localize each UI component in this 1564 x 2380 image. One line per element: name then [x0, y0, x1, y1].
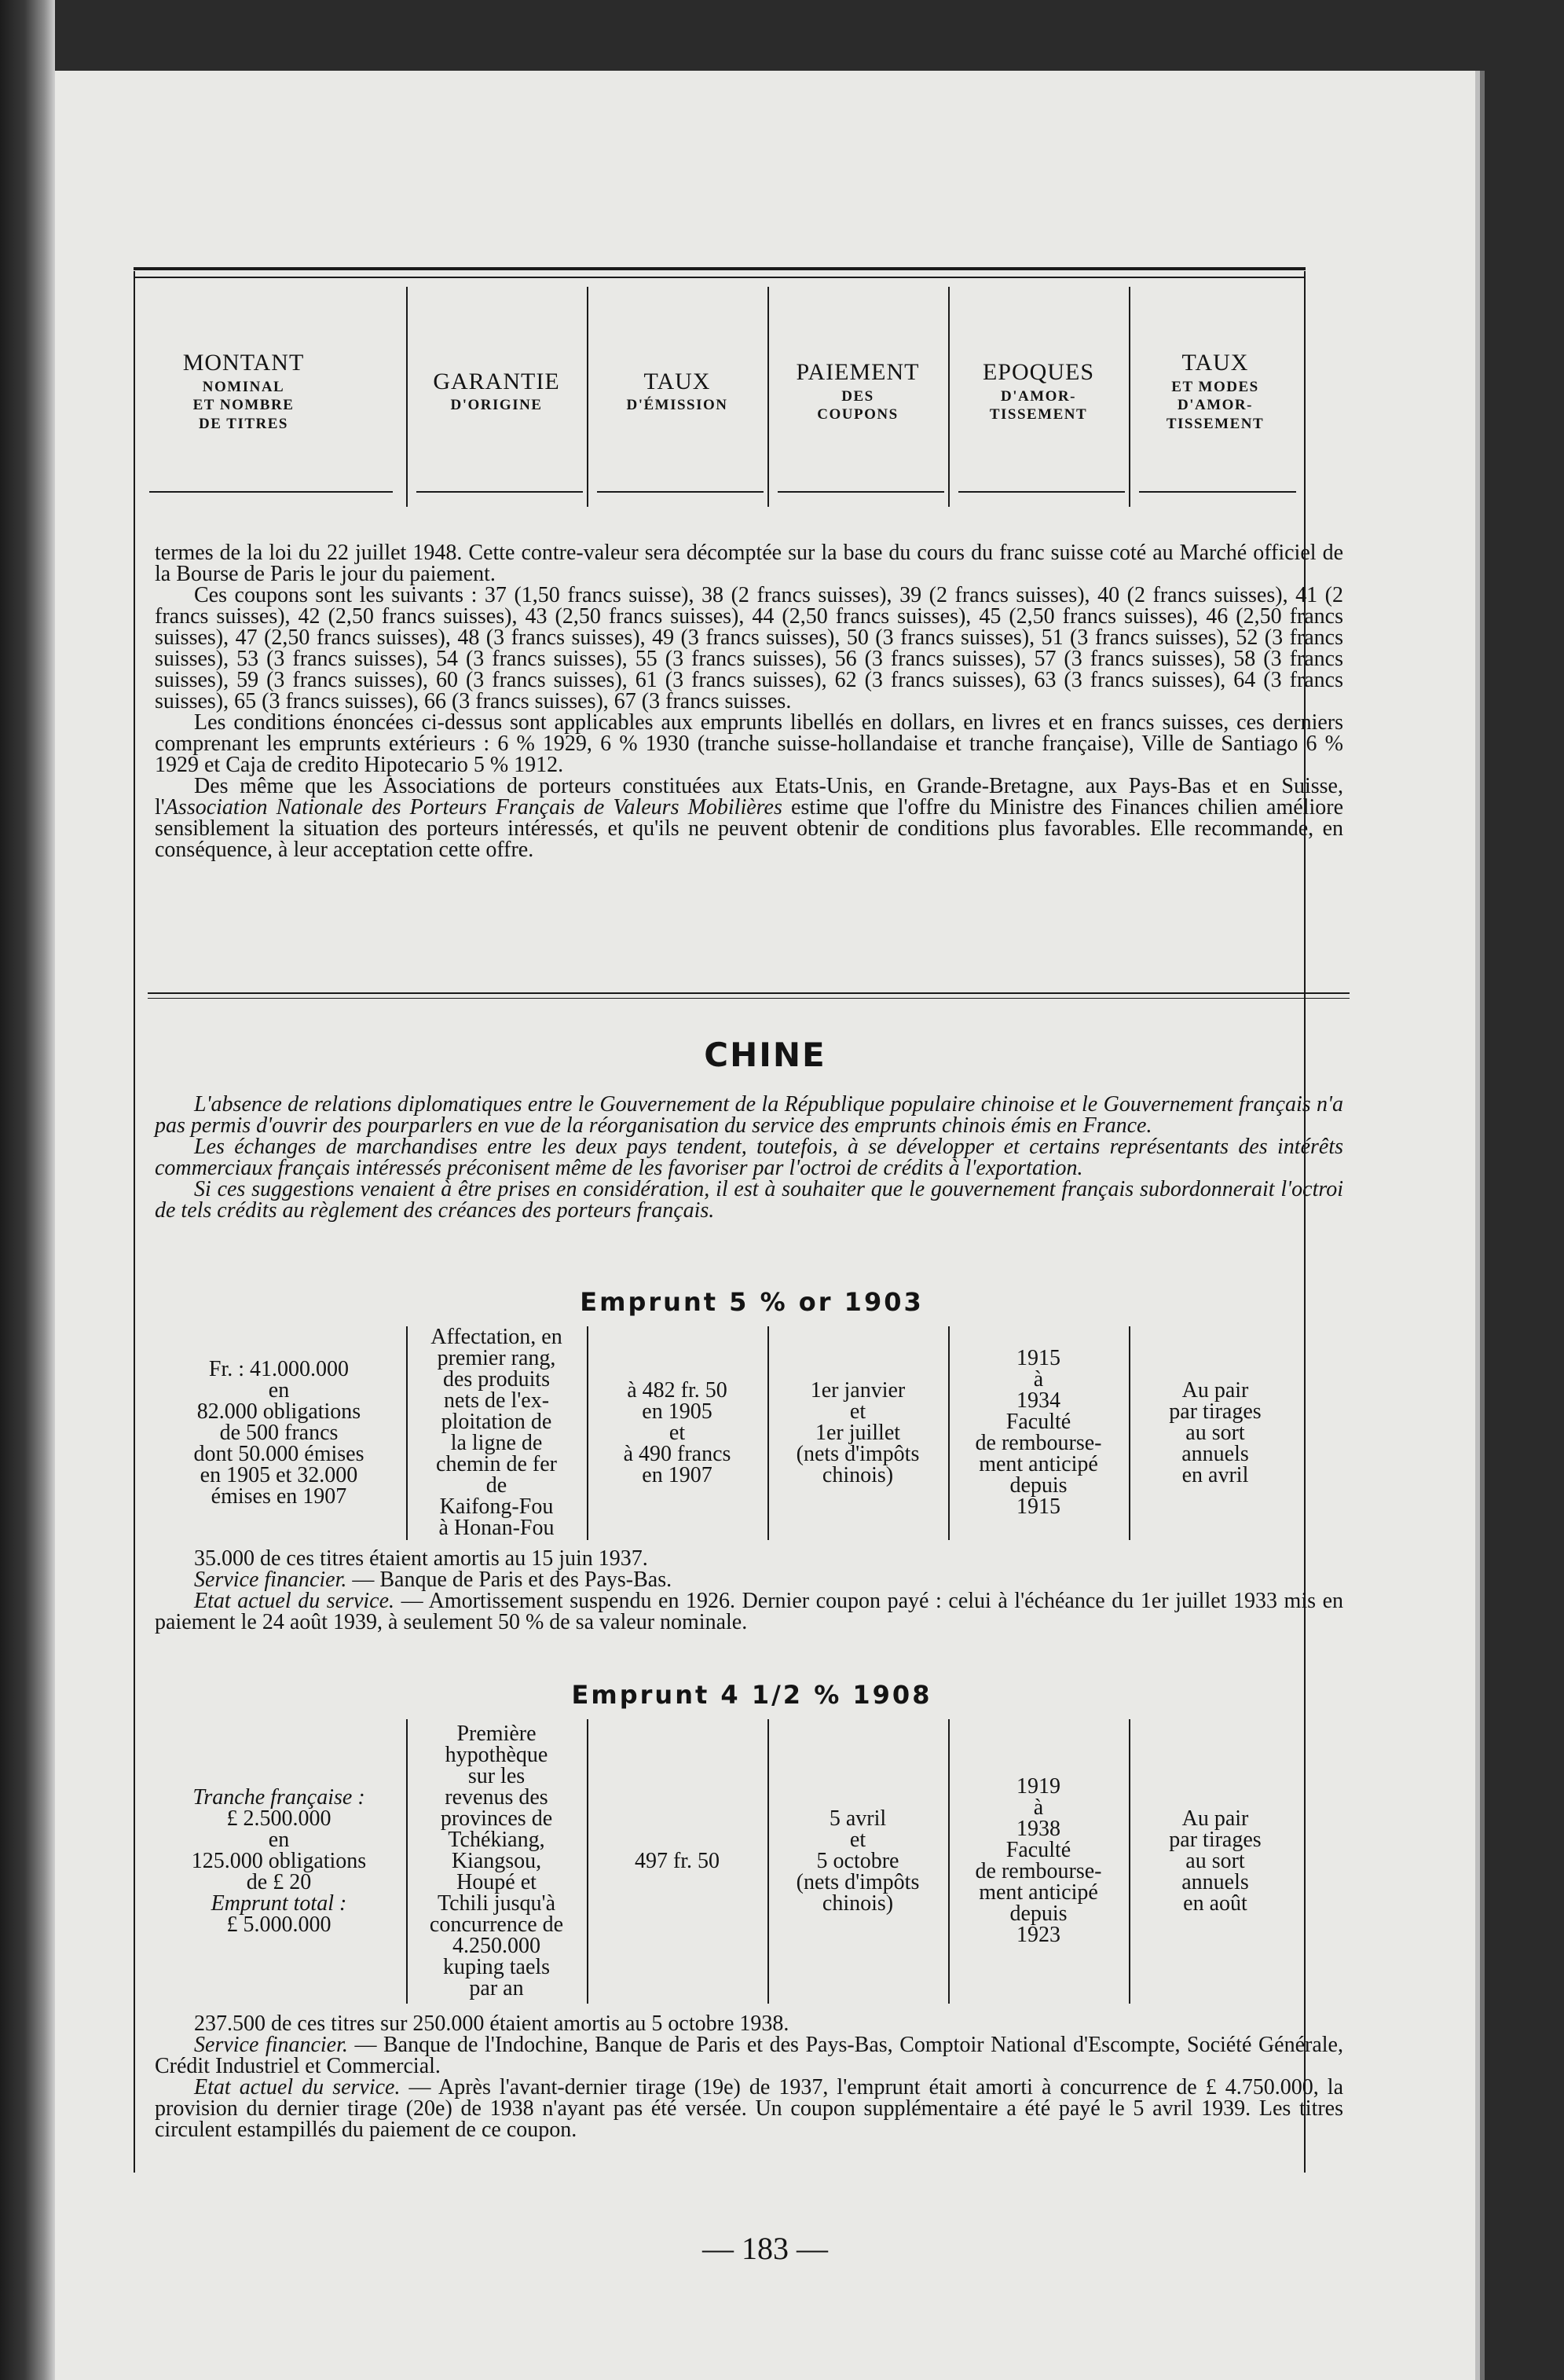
cell-line: kuping taels [442, 1954, 551, 1979]
header-separator [587, 287, 588, 507]
cell-line: depuis [1009, 1473, 1068, 1498]
cell-line: 1923 [1016, 1923, 1060, 1947]
loan-1903-modes [1133, 1326, 1298, 1538]
cell-line: 1919 [1016, 1774, 1060, 1799]
chine-paragraph [155, 1136, 1343, 1179]
chine-text [155, 1094, 1343, 1221]
note-label: Etat actuel du service. [194, 1589, 395, 1613]
loan-1908-title: Emprunt 4 1/2 % 1908 [571, 1680, 932, 1710]
note-text: — Après l'avant-dernier tirage (19e) de 1937, l'emprunt était amorti à concurrence de £ 4.750.000, la provision du dernier tirage (20e) de 1938 n'ayant pas été versée. Un coupon supplémentaire a été payé le 5 avril 1939. Les titres circulent estampillés du paiement de ce coupon. [155, 2075, 1344, 2142]
note-text: — Amortissement suspendu en 1926. Dernier coupon payé : celui à l'échéance du 1er juillet 1933 mis en paiement le 24 août 1939, à seulement 50 % de sa valeur nominale. [155, 1589, 1344, 1634]
loan-1908-garantie [410, 1719, 583, 2002]
header-underline [1139, 491, 1296, 493]
intro-paragraph: Ces coupons sont les suivants : 37 (1,50 francs suisse), 38 (2 francs suisses), 39 (2 francs suisses), 40 (2 francs suisses), 41 (2 francs suisses), 42 (2,50 francs suisses), 43 (2,50 francs suisses), 44 (2,50 francs suisses), 45 (2,50 francs suisses), 46 (2,50 francs suisses), 47 (2,50 francs suisses), 48 (3 francs suisses), 49 (3 francs suisses), 50 (3 francs suisses), 51 (3 francs suisses), 52 (3 francs suisses), 53 (3 francs suisses), 54 (3 francs suisses), 55 (3 francs suisses), 56 (3 francs suisses), 57 (3 francs suisses), 58 (3 francs suisses), 59 (3 francs suisses), 60 (3 francs suisses), 61 (3 francs suisses), 62 (3 francs suisses), 63 (3 francs suisses), 64 (3 francs suisses), 65 (3 francs suisses), 66 (3 francs suisses), 67 (3 francs suisses. [155, 583, 1343, 713]
cell-line: en avril [1181, 1462, 1249, 1487]
cell-line: des produits [442, 1367, 551, 1392]
header-garantie [410, 287, 583, 495]
cell-line: Faculté [1005, 1838, 1071, 1862]
cell-line: en [268, 1827, 290, 1852]
cell-line: Tranche française : [192, 1784, 365, 1810]
loan-1903-montant [149, 1326, 408, 1538]
cell-line: en 1907 [642, 1462, 712, 1487]
cell-line: à Honan-Fou [438, 1516, 555, 1540]
cell-line: la ligne de [450, 1431, 543, 1455]
cell-line: 4.250.000 [452, 1933, 540, 1958]
cell-line: et [849, 1399, 866, 1424]
chine-paragraph [155, 1094, 1343, 1136]
chine-p3: Si ces suggestions venaient à être prises en considération, il est à souhaiter que le gouvernement français subordonnerait l'octroi de tels crédits au règlement des créances des porteurs français. [155, 1177, 1343, 1223]
cell-line: 5 avril [829, 1806, 887, 1831]
header-paiement-sub2: COUPONS [817, 406, 899, 424]
cell-line: dont 50.000 émises [193, 1441, 364, 1466]
header-separator [767, 287, 769, 507]
intro-p4-start: Des même que les Associations de porteurs constituées aux Etats-Unis, en Grande-Bretagne, aux Pays-Bas et en Suisse, l' [155, 774, 1343, 820]
cell-line: chinois) [822, 1890, 894, 1916]
header-montant-sub2: ET NOMBRE [192, 397, 295, 414]
column-separator [948, 1326, 950, 1540]
table-top-rule [134, 267, 1306, 270]
cell-line: de 500 francs [219, 1420, 339, 1445]
cell-line: provinces de [440, 1806, 553, 1831]
cell-line: à 482 fr. 50 [627, 1377, 727, 1403]
note-text: — Banque de Paris et des Pays-Bas. [346, 1568, 672, 1592]
note-label: Etat actuel du service. [194, 2075, 401, 2099]
cell-line: en 1905 [642, 1399, 712, 1424]
header-taux-title: TAUX [643, 368, 711, 394]
cell-line: Emprunt total : [211, 1890, 347, 1916]
header-underline [597, 491, 764, 493]
cell-line: hypothèque [445, 1742, 548, 1767]
loan-1908-taux [591, 1719, 764, 2002]
cell-line: £ 2.500.000 [226, 1806, 331, 1831]
section-divider [148, 992, 1350, 994]
association-name: Association Nationale des Porteurs Français de Valeurs Mobilières [164, 795, 782, 820]
cell-line: 1934 [1016, 1388, 1060, 1413]
loan-1903-paiement [771, 1326, 944, 1538]
cell-line: ment anticipé [979, 1452, 1098, 1476]
loan-1908-notes [155, 2013, 1343, 2140]
loan-1908-paiement [771, 1719, 944, 2002]
cell-line: 125.000 obligations [191, 1848, 367, 1873]
cell-line: Kiangsou, [451, 1848, 542, 1873]
cell-line: par tirages [1169, 1399, 1262, 1424]
column-separator [406, 1719, 408, 2004]
header-separator [1129, 287, 1130, 507]
cell-line: 1er juillet [815, 1420, 901, 1445]
cell-line: Tchili jusqu'à [437, 1890, 556, 1916]
intro-text [155, 542, 1343, 860]
cell-line: au sort [1185, 1420, 1245, 1445]
column-separator [406, 1326, 408, 1540]
cell-line: 82.000 obligations [196, 1399, 361, 1424]
cell-line: 497 fr. 50 [634, 1848, 720, 1873]
note-text: — Banque de l'Indochine, Banque de Paris et des Pays-Bas, Comptoir National d'Escompte, Société Générale, Crédit Industriel et Commercial. [155, 2033, 1343, 2078]
cell-line: 1er janvier [810, 1377, 906, 1403]
note-label: Service financier. [194, 2033, 348, 2057]
cell-line: Faculté [1005, 1410, 1071, 1434]
cell-line: et [668, 1420, 686, 1445]
loan-1903-title: Emprunt 5 % or 1903 [580, 1287, 924, 1317]
cell-line: au sort [1185, 1848, 1245, 1873]
cell-line: par an [469, 1975, 524, 2000]
column-separator [1129, 1326, 1130, 1540]
cell-line: annuels [1181, 1869, 1249, 1894]
loan-1903-garantie [410, 1326, 583, 1538]
cell-line: 5 octobre [816, 1848, 899, 1873]
header-montant-sub1: NOMINAL [202, 378, 285, 395]
header-garantie-title: GARANTIE [433, 368, 560, 394]
cell-line: 1938 [1016, 1817, 1060, 1841]
header-epoques-title: EPOQUES [982, 359, 1094, 385]
cell-line: chemin de fer [436, 1452, 557, 1476]
intro-paragraph [155, 776, 1343, 860]
header-modes-sub2: D'AMOR- [1178, 397, 1253, 414]
cell-line: Au pair [1181, 1377, 1249, 1403]
cell-line: en [268, 1377, 290, 1403]
loan-note: 237.500 de ces titres sur 250.000 étaient amortis au 5 octobre 1938. [194, 2011, 789, 2036]
note-label: Service financier. [194, 1568, 347, 1592]
chine-p1: L'absence de relations diplomatiques entre le Gouvernement de la République populaire chinoise et le Gouvernement français n'a pas permis d'ouvrir des pourparlers en vue de la réorganisation du service des emprunts chinois émis en France. [155, 1092, 1343, 1138]
loan-1908-modes [1133, 1719, 1298, 2002]
intro-paragraph: Les conditions énoncées ci-dessus sont applicables aux emprunts libellés en dollars, en livres et en francs suisses, ces derniers comprenant les emprunts extérieurs : 6 % 1929, 6 % 1930 (tranche suisse-hollandaise et tranche française), Ville de Santiago 6 % 1929 et Caja de credito Hipotecario 5 % 1912. [155, 710, 1343, 777]
cell-line: de rembourse- [975, 1431, 1102, 1455]
cell-line: premier rang, [437, 1346, 556, 1370]
cell-line: Au pair [1181, 1806, 1249, 1831]
cell-line: par tirages [1169, 1827, 1262, 1852]
cell-line: à 490 francs [623, 1441, 731, 1466]
chine-p2: Les échanges de marchandises entre les deux pays tendent, toutefois, à se développer et certains représentants des intérêts commerciaux français intéressés préconisent même de les favoriser par l'octroi de crédits à l'exportation. [155, 1135, 1343, 1180]
column-separator [767, 1326, 769, 1540]
header-underline [778, 491, 944, 493]
cell-line: sur les [467, 1763, 526, 1788]
cell-line: chinois) [822, 1462, 894, 1487]
header-modes-sub3: TISSEMENT [1166, 416, 1265, 433]
section-title-chine: CHINE [704, 1036, 826, 1074]
header-montant-title: MONTANT [182, 350, 305, 376]
cell-line: Tchékiang, [448, 1827, 545, 1852]
column-separator [767, 1719, 769, 2004]
cell-line: Affectation, en [430, 1325, 562, 1349]
cell-line: Kaifong-Fou [439, 1494, 554, 1519]
column-separator [948, 1719, 950, 2004]
cell-line: Houpé et [456, 1869, 537, 1894]
cell-line: depuis [1009, 1901, 1068, 1926]
header-modes-title: TAUX [1181, 350, 1249, 376]
header-taux-sub: D'ÉMISSION [626, 397, 728, 414]
cell-line: £ 5.000.000 [226, 1912, 331, 1937]
cell-line: Première [456, 1721, 537, 1746]
cell-line: annuels [1181, 1441, 1249, 1466]
cell-line: de rembourse- [975, 1859, 1102, 1883]
cell-line: 1915 [1016, 1346, 1060, 1370]
header-epoques [952, 287, 1125, 495]
cell-line: et [849, 1827, 866, 1852]
loan-note [155, 2077, 1343, 2140]
intro-p4-end: estime que l'offre du Ministre des Finances chilien améliore sensiblement la situation des porteurs intéressés, et qu'ils ne peuvent obtenir de conditions plus favorables. Elle recommande, en conséquence, à leur acceptation cette offre. [155, 795, 1343, 862]
cell-line: émises en 1907 [211, 1483, 347, 1509]
cell-line: de [485, 1473, 507, 1498]
loan-note: 35.000 de ces titres étaient amortis au 15 juin 1937. [194, 1546, 648, 1571]
column-separator [587, 1326, 588, 1540]
chine-paragraph [155, 1179, 1343, 1221]
header-epoques-sub1: D'AMOR- [1001, 387, 1076, 405]
header-separator [406, 287, 408, 507]
intro-paragraph: termes de la loi du 22 juillet 1948. Cette contre-valeur sera décomptée sur la base du cours du franc suisse coté au Marché officiel de la Bourse de Paris le jour du paiement. [155, 541, 1343, 586]
header-taux-emission [591, 287, 764, 495]
header-paiement-sub1: DES [841, 387, 874, 405]
cell-line: nets de l'ex- [443, 1388, 550, 1413]
header-underline [958, 491, 1125, 493]
loan-1908-epoques [952, 1719, 1125, 2002]
section-divider-thin [148, 998, 1350, 999]
loan-1908-montant [149, 1719, 408, 2002]
cell-line: à [1033, 1795, 1044, 1820]
cell-line: de £ 20 [246, 1869, 312, 1894]
loan-note [155, 1569, 1343, 1590]
loan-1903-epoques [952, 1326, 1125, 1538]
loan-note [155, 1590, 1343, 1633]
header-paiement-title: PAIEMENT [796, 359, 920, 385]
loan-note [155, 2034, 1343, 2077]
loan-1903-taux [591, 1326, 764, 1538]
document-page [55, 71, 1475, 2380]
header-montant [141, 287, 346, 495]
cell-line: Fr. : 41.000.000 [208, 1356, 350, 1381]
page-number: — 183 — [702, 2231, 828, 2266]
header-paiement [771, 287, 944, 495]
cell-line: (nets d'impôts [796, 1869, 920, 1894]
cell-line: 1915 [1016, 1494, 1060, 1519]
cell-line: ploitation de [441, 1410, 552, 1434]
column-separator [587, 1719, 588, 2004]
cell-line: en 1905 et 32.000 [200, 1462, 358, 1487]
header-taux-modes [1133, 287, 1298, 495]
scan-binding-edge [0, 0, 55, 2380]
cell-line: (nets d'impôts [796, 1441, 920, 1466]
cell-line: à [1033, 1367, 1044, 1392]
header-underline [416, 491, 583, 493]
header-garantie-sub: D'ORIGINE [450, 397, 543, 414]
column-separator [1129, 1719, 1130, 2004]
header-epoques-sub2: TISSEMENT [989, 406, 1088, 424]
header-modes-sub1: ET MODES [1171, 378, 1259, 395]
cell-line: en août [1183, 1890, 1247, 1916]
cell-line: concurrence de [429, 1912, 564, 1937]
header-underline [149, 491, 393, 493]
header-separator [948, 287, 950, 507]
cell-line: ment anticipé [979, 1880, 1098, 1905]
loan-1903-notes [155, 1548, 1343, 1633]
header-montant-sub3: DE TITRES [198, 416, 288, 433]
cell-line: revenus des [445, 1784, 548, 1810]
